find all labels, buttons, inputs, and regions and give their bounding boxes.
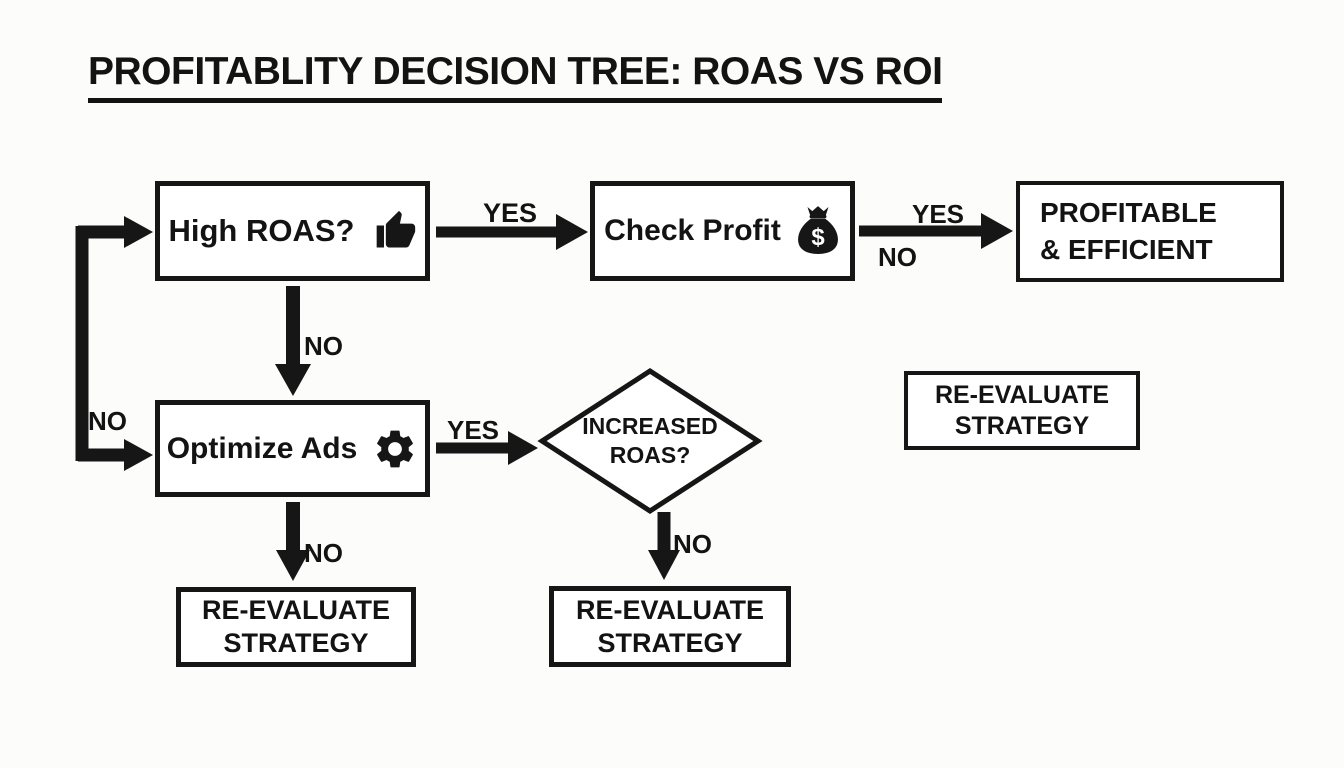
node-reevaluate-mid-line1: RE-EVALUATE bbox=[576, 594, 764, 625]
node-reevaluate-left-line1: RE-EVALUATE bbox=[202, 595, 390, 626]
edge-label-yes-high-to-check: YES bbox=[483, 198, 538, 228]
gear-icon bbox=[372, 426, 418, 472]
money-bag-icon bbox=[795, 205, 841, 257]
node-profitable-line1: PROFITABLE bbox=[1040, 196, 1217, 228]
node-reevaluate-strategy-middle bbox=[549, 586, 791, 667]
node-increased-roas-line1: INCREASED bbox=[582, 413, 718, 440]
node-increased-roas bbox=[552, 404, 748, 478]
node-optimize-ads-label: Optimize Ads bbox=[166, 431, 358, 465]
edge-label-yes-check-to-profitable: YES bbox=[912, 199, 965, 229]
node-optimize-ads bbox=[155, 400, 430, 497]
thumbs-up-icon bbox=[373, 209, 417, 253]
node-check-profit-label: Check Profit bbox=[604, 214, 781, 247]
edge-label-no-below-check-arrow: NO bbox=[878, 242, 917, 272]
node-reevaluate-strategy-right bbox=[904, 371, 1140, 450]
edge-label-no-optimize-down: NO bbox=[304, 538, 343, 568]
node-reevaluate-mid-line2: STRATEGY bbox=[597, 627, 743, 658]
node-high-roas bbox=[155, 181, 430, 281]
node-high-roas-label: High ROAS? bbox=[168, 213, 355, 248]
node-reevaluate-left-line2: STRATEGY bbox=[223, 628, 369, 658]
node-reevaluate-strategy-left bbox=[176, 587, 416, 667]
money-bag-dollar-glyph: $ bbox=[811, 224, 825, 252]
page-title: PROFITABLITY DECISION TREE: ROAS VS ROI bbox=[88, 50, 942, 103]
edge-label-no-high-to-optimize: NO bbox=[304, 331, 343, 361]
node-increased-roas-line2: ROAS? bbox=[609, 442, 691, 468]
node-profitable-line2: & EFFICIENT bbox=[1040, 233, 1213, 265]
edge-label-no-diamond-down: NO bbox=[673, 529, 712, 559]
node-check-profit bbox=[590, 181, 855, 281]
node-reevaluate-right-line2: STRATEGY bbox=[954, 411, 1090, 440]
node-reevaluate-right-line1: RE-EVALUATE bbox=[934, 381, 1110, 409]
edge-label-no-left-loop: NO bbox=[88, 406, 127, 436]
node-profitable-efficient bbox=[1016, 181, 1284, 282]
edge-label-yes-optimize-to-diamond: YES bbox=[447, 415, 500, 445]
